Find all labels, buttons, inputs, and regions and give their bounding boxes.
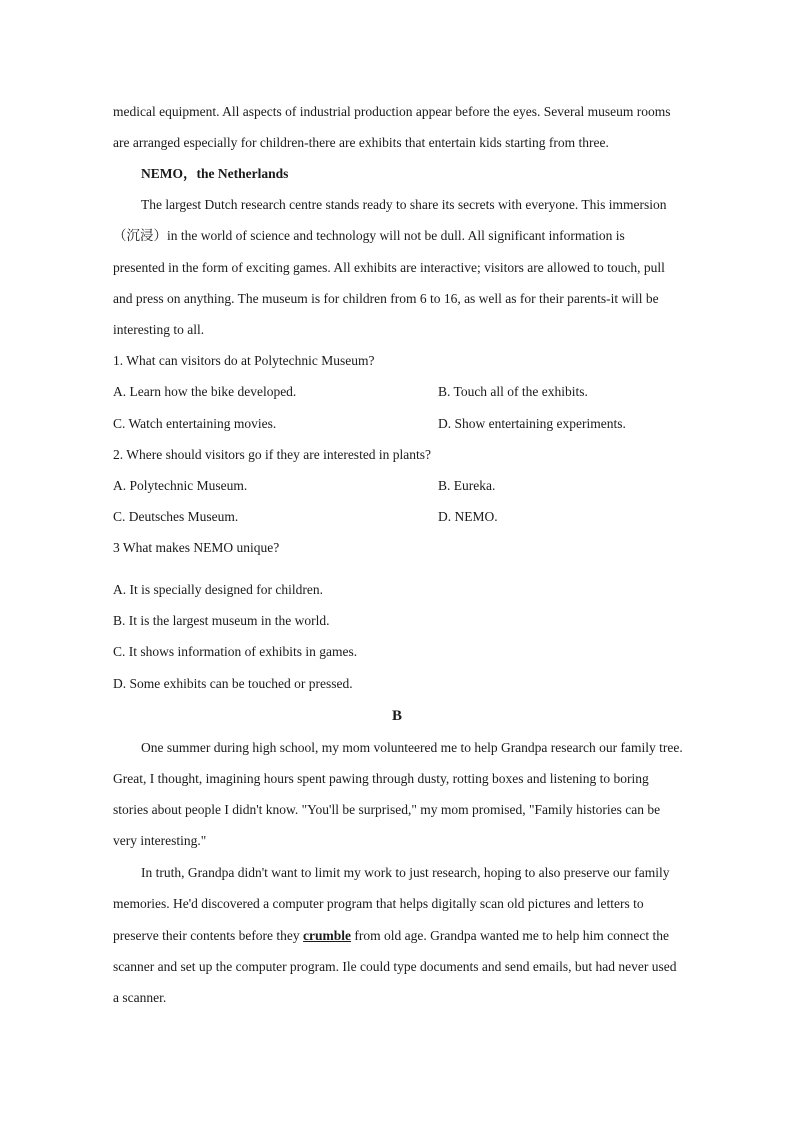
answer-option: D. Show entertaining experiments.: [438, 416, 626, 431]
text-line: scanner and set up the computer program. Ile could type documents and send emails, but had never used: [113, 959, 677, 974]
answer-option: B. Eureka.: [438, 478, 496, 493]
question-stem: 2. Where should visitors go if they are interested in plants?: [113, 447, 432, 462]
question-stem: 3 What makes NEMO unique?: [113, 540, 280, 555]
text-line: a scanner.: [113, 990, 167, 1005]
text-segment: preserve their contents before they: [113, 928, 304, 943]
text-line: stories about people I didn't know. "You'll be surprised," my mom promised, "Family histories can be: [113, 802, 661, 817]
answer-option: C. Deutsches Museum.: [113, 509, 239, 524]
text-segment: from old age. Grandpa wanted me to help him connect the: [351, 928, 669, 943]
text-line: In truth, Grandpa didn't want to limit my work to just research, hoping to also preserve our family: [141, 865, 670, 880]
text-line: presented in the form of exciting games. All exhibits are interactive; visitors are allowed to touch, pull: [113, 260, 665, 275]
answer-option: A. Polytechnic Museum.: [113, 478, 248, 493]
section-title-b: B: [391, 708, 402, 724]
text-line: The largest Dutch research centre stands ready to share its secrets with everyone. This immersion: [141, 197, 667, 212]
text-line: are arranged especially for children-there are exhibits that entertain kids starting from three.: [113, 135, 609, 150]
underlined-word-crumble: crumble: [303, 928, 352, 943]
section-heading-nemo: NEMO，the Netherlands: [141, 166, 289, 181]
text-line: memories. He'd discovered a computer program that helps digitally scan old pictures and letters to: [113, 896, 644, 911]
answer-option: D. NEMO.: [438, 509, 498, 524]
text-line: [113, 927, 713, 945]
text-line: very interesting.": [113, 833, 207, 848]
answer-option: C. Watch entertaining movies.: [113, 416, 277, 431]
text-line: interesting to all.: [113, 322, 205, 337]
answer-option: B. Touch all of the exhibits.: [438, 384, 588, 399]
text-line: and press on anything. The museum is for children from 6 to 16, as well as for their parents-it will be: [113, 291, 659, 306]
text-line: One summer during high school, my mom volunteered me to help Grandpa research our family tree.: [141, 740, 683, 755]
text-line: Great, I thought, imagining hours spent pawing through dusty, rotting boxes and listening to boring: [113, 771, 649, 786]
text-line: medical equipment. All aspects of industrial production appear before the eyes. Several museum rooms: [113, 104, 671, 119]
question-stem: 1. What can visitors do at Polytechnic Museum?: [113, 353, 375, 368]
answer-option: D. Some exhibits can be touched or pressed.: [113, 676, 353, 691]
answer-option: C. It shows information of exhibits in games.: [113, 644, 358, 659]
text-line: （沉浸）in the world of science and technology will not be dull. All significant information is: [113, 228, 625, 243]
answer-option: B. It is the largest museum in the world.: [113, 613, 330, 628]
answer-option: A. Learn how the bike developed.: [113, 384, 297, 399]
answer-option: A. It is specially designed for children.: [113, 582, 323, 597]
